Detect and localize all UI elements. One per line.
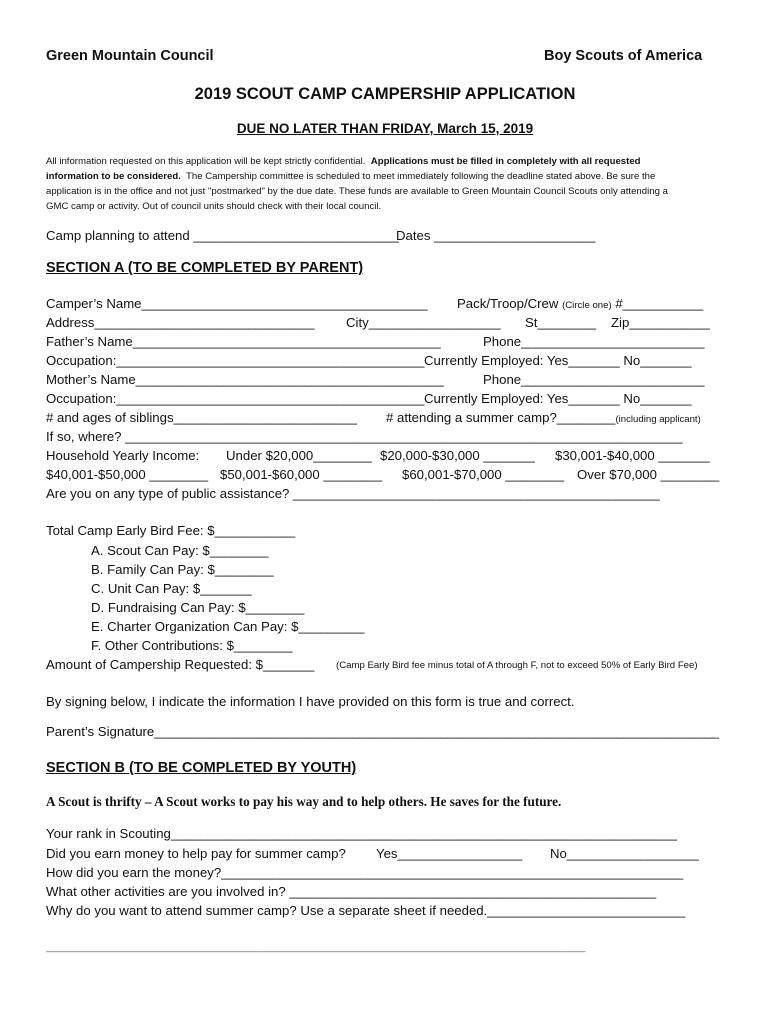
other-contributions-field[interactable]: F. Other Contributions: $________ xyxy=(91,638,293,653)
income-option-30001-40000[interactable]: $30,001-$40,000 _______ xyxy=(555,448,710,463)
intro-text: The Campership committee is scheduled to meet immediately following the deadline stated above. Be sure the xyxy=(186,171,656,182)
income-label: Household Yearly Income: xyxy=(46,448,200,463)
income-option-40001-50000[interactable]: $40,001-$50,000 ________ xyxy=(46,467,209,482)
attending-label: # attending a summer camp?________ xyxy=(386,410,616,425)
public-assistance-field[interactable]: Are you on any type of public assistance? __________________________________________________ xyxy=(46,486,660,501)
amount-requested-note: (Camp Early Bird fee minus total of A through F, not to exceed 50% of Early Bird Fee) xyxy=(336,660,698,671)
camper-name-field[interactable]: Camper’s Name_______________________________________ xyxy=(46,296,428,311)
unit-can-pay-field[interactable]: C. Unit Can Pay: $_______ xyxy=(91,581,252,596)
intro-line-2 xyxy=(46,169,655,185)
section-b-heading: SECTION B (TO BE COMPLETED BY YOUTH) xyxy=(46,760,357,776)
attending-camp-field[interactable] xyxy=(386,410,701,425)
scout-motto: A Scout is thrifty – A Scout works to pay his way and to help others. He saves for the future. xyxy=(46,794,562,809)
father-occupation-field[interactable]: Occupation:__________________________________________ xyxy=(46,353,425,368)
father-employed-field[interactable]: Currently Employed: Yes_______ No_______ xyxy=(424,353,692,368)
intro-text: All information requested on this application will be kept strictly confidential. xyxy=(46,156,366,167)
income-row-1 xyxy=(46,448,199,463)
income-option-over-70000[interactable]: Over $70,000 ________ xyxy=(577,467,720,482)
income-option-50001-60000[interactable]: $50,001-$60,000 ________ xyxy=(220,467,383,482)
amount-requested-field[interactable]: Amount of Campership Requested: $_______ xyxy=(46,657,315,672)
address-field[interactable]: Address______________________________ xyxy=(46,315,315,330)
mother-occupation-field[interactable]: Occupation:__________________________________________ xyxy=(46,391,425,406)
council-name: Green Mountain Council xyxy=(46,48,214,64)
blank-answer-line[interactable]: _________________________________________________________________________________________________________ xyxy=(46,942,586,953)
unit-number-field[interactable]: #___________ xyxy=(615,296,704,311)
earn-money-no-field[interactable]: No__________________ xyxy=(550,846,699,861)
earn-money-question: Did you earn money to help pay for summer camp? xyxy=(46,846,346,861)
if-so-where-field[interactable]: If so, where? ____________________________________________________________________________ xyxy=(46,429,683,444)
mother-phone-field[interactable]: Phone_________________________ xyxy=(483,372,705,387)
form-title: 2019 SCOUT CAMP CAMPERSHIP APPLICATION xyxy=(194,85,576,103)
pack-label: Pack/Troop/Crew xyxy=(457,296,559,311)
circle-one-note: (Circle one) xyxy=(562,300,612,311)
city-field[interactable]: City__________________ xyxy=(346,315,501,330)
other-activities-field[interactable]: What other activities are you involved in? __________________________________________________ xyxy=(46,884,657,899)
pack-troop-crew-field[interactable] xyxy=(457,296,703,311)
state-field[interactable]: St________ xyxy=(525,315,597,330)
siblings-field[interactable]: # and ages of siblings_________________________ xyxy=(46,410,357,425)
how-earned-field[interactable]: How did you earn the money?_______________________________________________________________ xyxy=(46,865,684,880)
income-option-60001-70000[interactable]: $60,001-$70,000 ________ xyxy=(402,467,565,482)
dates-field[interactable]: Dates ______________________ xyxy=(396,228,596,243)
intro-bold-text: information to be considered. xyxy=(46,171,181,182)
father-name-field[interactable]: Father’s Name__________________________________________ xyxy=(46,334,441,349)
camp-field[interactable]: Camp planning to attend ____________________________ xyxy=(46,228,399,243)
earn-money-yes-field[interactable]: Yes_________________ xyxy=(376,846,523,861)
fundraising-can-pay-field[interactable]: D. Fundraising Can Pay: $________ xyxy=(91,600,305,615)
section-a-heading: SECTION A (TO BE COMPLETED BY PARENT) xyxy=(46,260,364,276)
including-applicant-note: (including applicant) xyxy=(615,414,701,425)
income-option-under-20000[interactable]: Under $20,000________ xyxy=(226,448,372,463)
rank-field[interactable]: Your rank in Scouting_____________________________________________________________________ xyxy=(46,826,677,841)
intro-line-3: application is in the office and not just "postmarked" by the due date. These funds are available to Green Mountain Council Scouts only attending a xyxy=(46,186,668,197)
parent-signature-field[interactable]: Parent’s Signature_____________________________________________________________________________ xyxy=(46,724,719,739)
due-date: DUE NO LATER THAN FRIDAY, March 15, 2019 xyxy=(236,121,534,136)
family-can-pay-field[interactable]: B. Family Can Pay: $________ xyxy=(91,562,274,577)
charter-org-can-pay-field[interactable]: E. Charter Organization Can Pay: $_________ xyxy=(91,619,365,634)
income-option-20000-30000[interactable]: $20,000-$30,000 _______ xyxy=(380,448,535,463)
why-attend-field[interactable]: Why do you want to attend summer camp? Use a separate sheet if needed.___________________________ xyxy=(46,903,686,918)
total-fee-field[interactable]: Total Camp Early Bird Fee: $___________ xyxy=(46,523,296,538)
intro-bold-text: Applications must be filled in completely with all requested xyxy=(370,156,641,167)
organization-name: Boy Scouts of America xyxy=(544,48,703,64)
zip-field[interactable]: Zip___________ xyxy=(611,315,710,330)
mother-employed-field[interactable]: Currently Employed: Yes_______ No_______ xyxy=(424,391,692,406)
intro-line-4: GMC camp or activity. Out of council units should check with their local council. xyxy=(46,201,382,212)
certification-statement: By signing below, I indicate the information I have provided on this form is true and correct. xyxy=(46,694,575,709)
father-phone-field[interactable]: Phone_________________________ xyxy=(483,334,705,349)
scout-can-pay-field[interactable]: A. Scout Can Pay: $________ xyxy=(91,543,269,558)
mother-name-field[interactable]: Mother’s Name__________________________________________ xyxy=(46,372,444,387)
intro-line-1 xyxy=(46,154,641,170)
